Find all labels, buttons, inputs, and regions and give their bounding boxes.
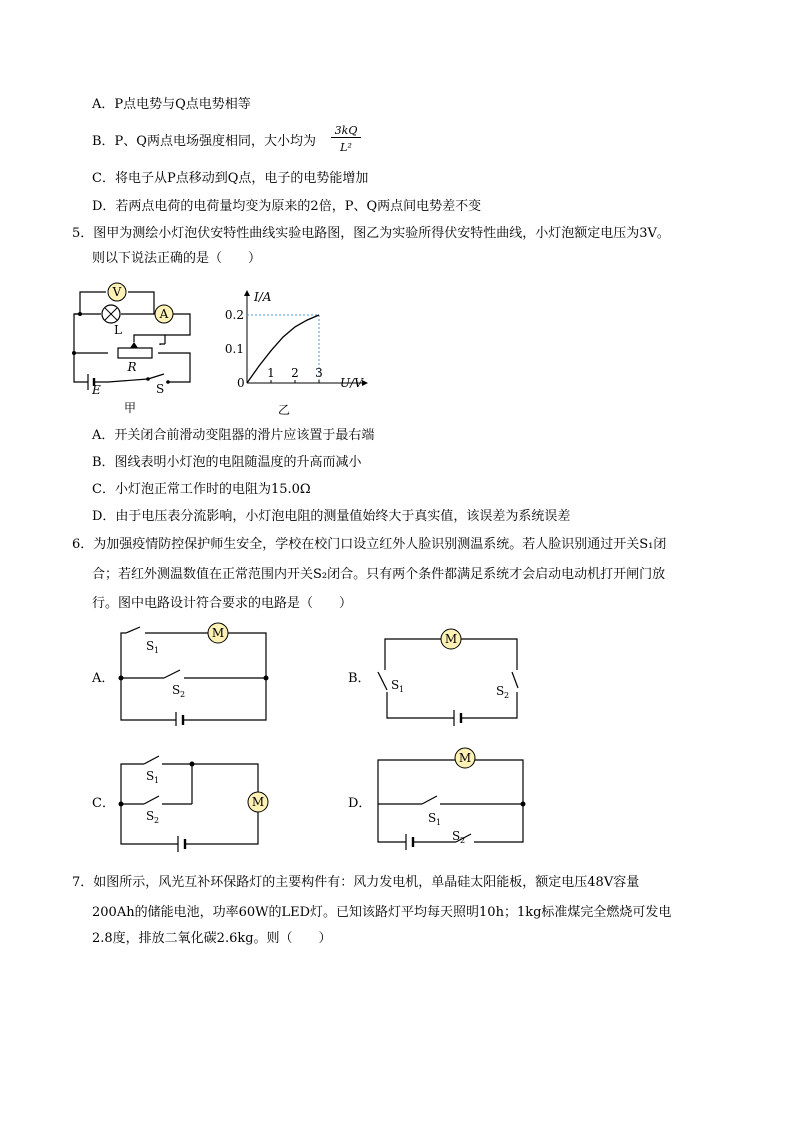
switch-s2-label: S bbox=[452, 829, 461, 843]
q5-option-d: D．由于电压表分流影响，小灯泡电阻的测量值始终大于真实值，该误差为系统误差 bbox=[92, 509, 571, 524]
q5-option-a: A．开关闭合前滑动变阻器的滑片应该置于最右端 bbox=[92, 428, 375, 443]
q6-stem-line1: 6．为加强疫情防控保护师生安全，学校在校门口设立红外人脸识别测温系统。若人脸识别通过开关S₁闭 bbox=[72, 537, 667, 552]
q6-stem-line2: 合；若红外测温数值在正常范围内开关S₂闭合。只有两个条件都满足系统才会启动电动机打开闸门放 bbox=[92, 567, 666, 582]
x-tick-label: 1 bbox=[267, 366, 275, 380]
q4-option-a: A．P点电势与Q点电势相等 bbox=[92, 97, 251, 112]
q7-line2: 200Ah的储能电池，功率60W的LED灯。已知该路灯平均每天照明10h；1kg标准煤完全燃烧可发电 bbox=[92, 905, 672, 920]
switch-label: S bbox=[156, 382, 165, 396]
q6-circuit-b bbox=[372, 626, 522, 726]
subscript: 1 bbox=[399, 685, 405, 694]
q6-option-b-label: B． bbox=[348, 671, 371, 686]
q6-option-c-label: C． bbox=[92, 796, 115, 811]
q6-stem-line3: 行。图中电路设计符合要求的电路是（ ） bbox=[92, 596, 353, 611]
subscript: 2 bbox=[154, 816, 160, 825]
q5-option-c: C．小灯泡正常工作时的电阻为15.0Ω bbox=[92, 482, 311, 497]
q6-circuit-d bbox=[370, 746, 532, 864]
q7-line1: 7．如图所示，风光互补环保路灯的主要构件有：风力发电机，单晶硅太阳能板，额定电压48V容量 bbox=[72, 875, 640, 890]
q4-option-d: D．若两点电荷的电荷量均变为原来的2倍，P、Q两点间电势差不变 bbox=[92, 199, 482, 214]
switch-s1-label: S bbox=[428, 811, 437, 825]
battery-label: E bbox=[92, 383, 101, 397]
figure-jia-circuit bbox=[60, 278, 210, 418]
subscript: 2 bbox=[460, 836, 466, 845]
q5-stem-line1: 5．图甲为测绘小灯泡伏安特性曲线实验电路图，图乙为实验所得伏安特性曲线，小灯泡额定电压为3V。 bbox=[72, 226, 670, 241]
ammeter-label: A bbox=[159, 307, 169, 321]
switch-s2-label: S bbox=[146, 809, 155, 823]
q4-option-b: B．P、Q两点电场强度相同，大小均为 bbox=[92, 134, 316, 149]
motor-label: M bbox=[211, 626, 225, 640]
switch-s2-label: S bbox=[496, 684, 505, 698]
iu-curve bbox=[247, 315, 319, 383]
switch-s2-label: S bbox=[172, 683, 181, 697]
q4-fraction-numerator: 3kQ bbox=[331, 124, 361, 138]
motor-label: M bbox=[458, 751, 472, 765]
subscript: 1 bbox=[154, 776, 160, 785]
q6-circuit-a bbox=[112, 622, 274, 726]
rheostat-symbol bbox=[118, 348, 152, 358]
y-tick-label: 0.1 bbox=[224, 342, 244, 356]
x-tick-label: 2 bbox=[291, 366, 299, 380]
figure-yi-chart bbox=[222, 288, 372, 418]
subscript: 1 bbox=[154, 646, 160, 655]
wire bbox=[158, 353, 190, 382]
x-axis-label: U/V bbox=[340, 376, 363, 390]
q6-option-d-label: D． bbox=[348, 796, 372, 811]
q4-fraction-denominator: L² bbox=[340, 141, 352, 154]
origin-label: 0 bbox=[237, 376, 245, 390]
wire bbox=[94, 379, 148, 382]
x-tick-label: 3 bbox=[315, 366, 323, 380]
lamp-label: L bbox=[114, 323, 122, 337]
q6-circuit-c bbox=[112, 752, 274, 858]
q5-stem-line2: 则以下说法正确的是（ ） bbox=[92, 251, 262, 266]
rheostat-label: R bbox=[127, 360, 137, 374]
wire bbox=[128, 292, 154, 314]
figure-yi-caption: 乙 bbox=[277, 403, 291, 417]
switch-s1-label: S bbox=[391, 678, 400, 692]
q7-line3: 2.8度，排放二氧化碳2.6kg。则（ ） bbox=[92, 931, 332, 946]
q6-option-a-label: A． bbox=[92, 671, 115, 686]
motor-label: M bbox=[251, 795, 265, 809]
figure-jia-caption: 甲 bbox=[123, 401, 137, 415]
wire bbox=[74, 292, 108, 353]
switch-s1-label: S bbox=[146, 639, 155, 653]
subscript: 2 bbox=[180, 690, 186, 699]
q5-option-b: B．图线表明小灯泡的电阻随温度的升高而减小 bbox=[92, 455, 362, 470]
q4-option-c: C．将电子从P点移动到Q点，电子的电势能增加 bbox=[92, 171, 369, 186]
wire bbox=[74, 353, 88, 382]
voltmeter-label: V bbox=[112, 285, 122, 299]
y-axis-label: I/A bbox=[254, 290, 272, 304]
slider-arrow bbox=[130, 342, 138, 348]
y-tick-label: 0.2 bbox=[224, 308, 244, 322]
motor-label: M bbox=[444, 632, 458, 646]
subscript: 1 bbox=[436, 818, 442, 827]
subscript: 2 bbox=[504, 691, 510, 700]
switch-s1-label: S bbox=[146, 769, 155, 783]
